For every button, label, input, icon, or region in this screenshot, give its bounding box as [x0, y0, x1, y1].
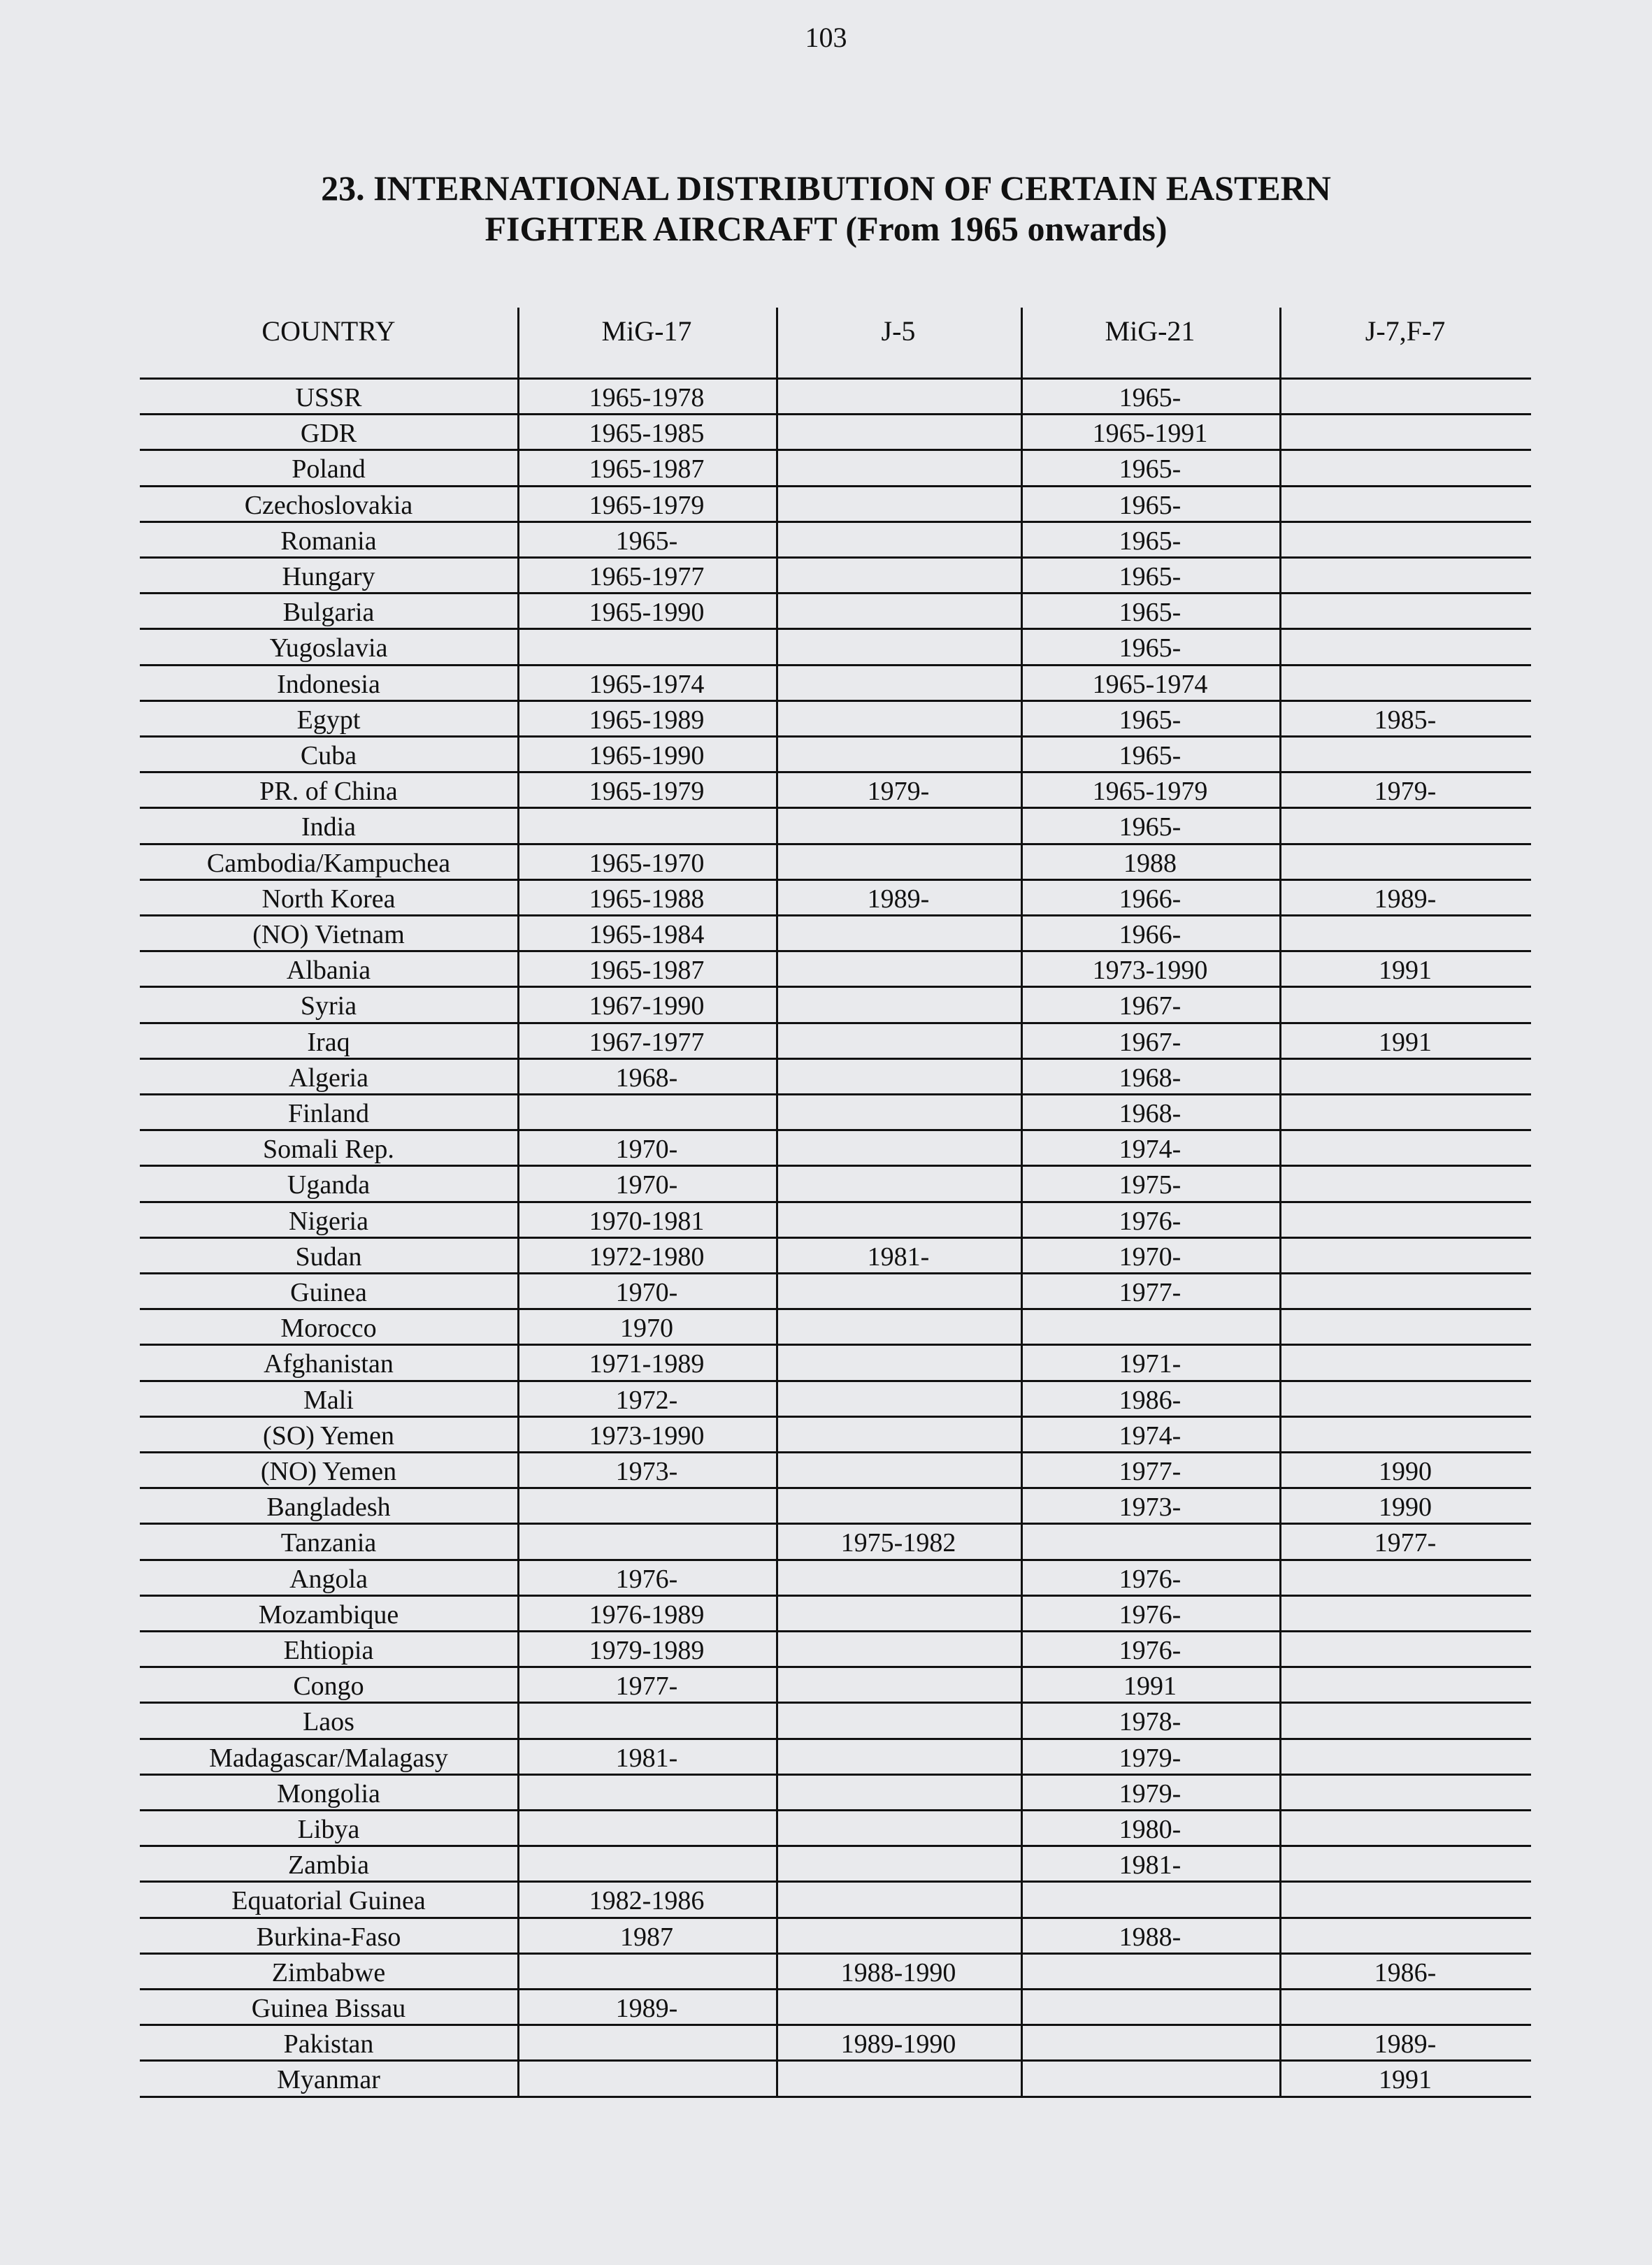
row-rule — [140, 1845, 1531, 1847]
cell-mig21: 1979- — [1119, 1743, 1181, 1773]
table-row — [0, 1848, 1652, 1884]
cell-mig21: 1968- — [1119, 1063, 1181, 1093]
title-line-1: 23. INTERNATIONAL DISTRIBUTION OF CERTAIN EASTERN — [321, 168, 1331, 208]
cell-mig21: 1968- — [1119, 1099, 1181, 1128]
cell-mig17: 1979-1989 — [589, 1636, 705, 1665]
cell-country: Laos — [303, 1707, 354, 1737]
table-row — [0, 1419, 1652, 1455]
row-rule — [140, 413, 1531, 415]
cell-mig17: 1965-1985 — [589, 419, 705, 449]
table-row — [0, 381, 1652, 417]
cell-mig21: 1976- — [1119, 1564, 1181, 1594]
cell-mig21: 1981- — [1119, 1850, 1181, 1881]
cell-mig17: 1989- — [615, 1994, 678, 2023]
cell-mig21: 1991 — [1123, 1671, 1177, 1702]
cell-country: Iraq — [307, 1027, 350, 1057]
row-rule — [140, 1666, 1531, 1668]
cell-mig17: 1965-1988 — [589, 884, 705, 914]
cell-country: Bulgaria — [282, 598, 375, 628]
row-rule — [140, 521, 1531, 523]
cell-country: (NO) Vietnam — [252, 920, 405, 949]
row-rule — [140, 1774, 1531, 1776]
row-rule — [140, 556, 1531, 559]
row-rule — [140, 1630, 1531, 1632]
cell-mig21: 1966- — [1119, 920, 1181, 949]
table-row — [0, 1526, 1652, 1562]
column-rule — [776, 308, 778, 2098]
cell-mig17: 1970- — [615, 1170, 678, 1200]
cell-country: GDR — [300, 419, 357, 449]
table-row — [0, 1205, 1652, 1240]
cell-country: Sudan — [295, 1242, 362, 1272]
cell-mig21: 1976- — [1119, 1636, 1181, 1665]
cell-country: Finland — [287, 1099, 370, 1128]
cell-mig21: 1976- — [1119, 1599, 1181, 1630]
row-rule — [140, 1523, 1531, 1525]
table-row — [0, 1061, 1652, 1097]
cell-country: Congo — [293, 1671, 364, 1702]
cell-j7: 1989- — [1374, 2029, 1437, 2059]
header-mig17: MiG-17 — [601, 315, 692, 347]
row-rule — [140, 449, 1531, 451]
table-row — [0, 1884, 1652, 1920]
cell-j7: 1990 — [1379, 1457, 1432, 1486]
cell-mig21: 1977- — [1119, 1457, 1181, 1486]
cell-j7: 1985- — [1374, 705, 1437, 735]
row-rule — [140, 1129, 1531, 1131]
row-rule — [140, 914, 1531, 916]
cell-country: Mali — [303, 1385, 354, 1415]
cell-country: PR. of China — [259, 777, 398, 807]
row-rule — [140, 1953, 1531, 1955]
cell-country: Angola — [289, 1564, 368, 1594]
table-row — [0, 1777, 1652, 1813]
cell-j7: 1991 — [1379, 1027, 1432, 1057]
cell-mig17: 1973-1990 — [589, 1421, 705, 1451]
cell-country: USSR — [295, 383, 362, 412]
cell-country: Poland — [292, 454, 366, 484]
table-row — [0, 810, 1652, 846]
row-rule — [140, 735, 1531, 738]
row-rule — [140, 1058, 1531, 1060]
cell-country: Pakistan — [283, 2029, 374, 2059]
cell-mig17: 1965-1979 — [589, 490, 705, 520]
table-row — [0, 631, 1652, 667]
table-row — [0, 1347, 1652, 1383]
cell-country: Guinea Bissau — [251, 1994, 406, 2023]
cell-mig17: 1965-1989 — [589, 705, 705, 735]
row-rule — [140, 1917, 1531, 1919]
cell-mig21: 1978- — [1119, 1707, 1181, 1737]
cell-country: North Korea — [261, 884, 396, 914]
cell-country: Yugoslavia — [269, 633, 388, 663]
cell-mig17: 1965-1987 — [589, 956, 705, 986]
cell-mig17: 1965-1970 — [589, 848, 705, 878]
cell-mig21: 1974- — [1119, 1135, 1181, 1165]
table-row — [0, 1669, 1652, 1705]
row-rule — [140, 1881, 1531, 1883]
cell-country: Czechoslovakia — [244, 490, 413, 520]
table-row — [0, 739, 1652, 775]
cell-mig17: 1968- — [615, 1063, 678, 1093]
table-row — [0, 918, 1652, 954]
cell-mig17: 1967-1977 — [589, 1027, 705, 1057]
cell-country: (NO) Yemen — [260, 1457, 397, 1486]
cell-mig17: 1976-1989 — [589, 1599, 705, 1630]
cell-mig21: 1974- — [1119, 1421, 1181, 1451]
cell-mig21: 1988- — [1119, 1922, 1181, 1952]
cell-mig17: 1972- — [615, 1385, 678, 1415]
table-row — [0, 1026, 1652, 1061]
cell-country: (SO) Yemen — [263, 1421, 394, 1451]
cell-country: Hungary — [282, 562, 375, 591]
cell-mig17: 1981- — [615, 1743, 678, 1773]
cell-mig17: 1982-1986 — [589, 1886, 705, 1916]
cell-country: Algeria — [289, 1063, 368, 1093]
table-row — [0, 703, 1652, 739]
cell-mig17: 1970-1981 — [589, 1206, 705, 1236]
cell-mig21: 1965- — [1119, 454, 1181, 484]
header-country: COUNTRY — [261, 315, 396, 347]
cell-mig21: 1979- — [1119, 1778, 1181, 1809]
table-row — [0, 596, 1652, 631]
table-row — [0, 775, 1652, 810]
cell-j5: 1981- — [867, 1242, 930, 1272]
cell-mig17: 1973- — [615, 1457, 678, 1486]
table-row — [0, 1598, 1652, 1634]
cell-country: Morocco — [280, 1314, 377, 1344]
row-rule — [140, 1416, 1531, 1418]
row-rule — [140, 879, 1531, 881]
cell-mig21: 1973- — [1119, 1493, 1181, 1523]
table-row — [0, 1705, 1652, 1741]
row-rule — [140, 2059, 1531, 2062]
row-rule — [140, 628, 1531, 630]
cell-j5: 1979- — [867, 777, 930, 807]
cell-country: Cambodia/Kampuchea — [206, 848, 451, 878]
cell-mig21: 1965- — [1119, 812, 1181, 842]
row-rule — [140, 1272, 1531, 1274]
row-rule — [140, 1165, 1531, 1167]
cell-mig17: 1965-1984 — [589, 920, 705, 949]
row-rule — [140, 1237, 1531, 1239]
table-row — [0, 1562, 1652, 1598]
table-header — [0, 308, 1652, 357]
cell-mig21: 1965-1991 — [1092, 419, 1208, 449]
row-rule — [140, 1559, 1531, 1561]
cell-country: Zambia — [287, 1850, 370, 1881]
table-row — [0, 1383, 1652, 1419]
cell-mig17: 1965-1977 — [589, 562, 705, 591]
table-row — [0, 1168, 1652, 1204]
cell-mig17: 1970- — [615, 1135, 678, 1165]
cell-mig21: 1973-1990 — [1092, 956, 1208, 986]
cell-mig17: 1965-1987 — [589, 454, 705, 484]
row-rule — [140, 771, 1531, 773]
row-rule — [140, 2024, 1531, 2026]
cell-j7: 1979- — [1374, 777, 1437, 807]
page-number: 103 — [805, 22, 847, 53]
table-row — [0, 954, 1652, 989]
cell-country: Tanzania — [280, 1528, 377, 1558]
cell-mig17: 1965-1990 — [589, 741, 705, 770]
table-row — [0, 1920, 1652, 1956]
table-row — [0, 2063, 1652, 2099]
cell-country: Somali Rep. — [263, 1135, 394, 1165]
row-rule — [140, 1809, 1531, 1811]
cell-mig17: 1965-1979 — [589, 777, 705, 807]
cell-j7: 1991 — [1379, 2065, 1432, 2095]
cell-mig21: 1967- — [1119, 991, 1181, 1021]
cell-country: Syria — [300, 991, 357, 1021]
table-row — [0, 1956, 1652, 1992]
table-row — [0, 452, 1652, 488]
cell-j7: 1991 — [1379, 956, 1432, 986]
cell-country: India — [301, 812, 357, 842]
cell-country: Guinea — [290, 1278, 367, 1307]
row-rule — [140, 485, 1531, 487]
cell-country: Ehtiopia — [283, 1636, 374, 1665]
row-rule — [140, 1738, 1531, 1740]
row-rule — [140, 700, 1531, 702]
cell-mig21: 1965- — [1119, 490, 1181, 520]
column-rule — [1021, 308, 1023, 2098]
table-row — [0, 989, 1652, 1025]
cell-mig17: 1977- — [615, 1671, 678, 1702]
table-row — [0, 1490, 1652, 1526]
cell-j5: 1975-1982 — [840, 1528, 956, 1558]
row-rule — [140, 1595, 1531, 1597]
table-row — [0, 560, 1652, 596]
cell-j5: 1988-1990 — [840, 1957, 956, 1987]
cell-country: Indonesia — [277, 669, 380, 699]
cell-country: Burkina-Faso — [256, 1922, 401, 1952]
cell-mig21: 1975- — [1119, 1170, 1181, 1200]
page-title — [0, 168, 1652, 249]
cell-mig21: 1965- — [1119, 383, 1181, 412]
cell-mig17: 1967-1990 — [589, 991, 705, 1021]
cell-mig17: 1972-1980 — [589, 1242, 705, 1272]
cell-country: Mongolia — [277, 1778, 380, 1809]
cell-mig21: 1977- — [1119, 1278, 1181, 1307]
row-rule — [140, 1308, 1531, 1310]
cell-j7: 1989- — [1374, 884, 1437, 914]
column-rule — [1279, 308, 1281, 2098]
cell-country: Afghanistan — [264, 1349, 394, 1379]
cell-mig17: 1965- — [615, 526, 678, 556]
cell-country: Mozambique — [258, 1599, 399, 1630]
row-rule — [140, 986, 1531, 988]
cell-country: Nigeria — [289, 1206, 368, 1236]
table-row — [0, 1741, 1652, 1777]
cell-mig17: 1976- — [615, 1564, 678, 1594]
row-rule — [140, 1344, 1531, 1346]
cell-country: Romania — [280, 526, 377, 556]
row-rule — [140, 664, 1531, 666]
row-rule — [140, 1093, 1531, 1095]
cell-country: Myanmar — [277, 2065, 380, 2095]
cell-mig17: 1987 — [620, 1922, 673, 1952]
header-j7-f7: J-7,F-7 — [1365, 315, 1446, 347]
cell-mig21: 1970- — [1119, 1242, 1181, 1272]
cell-mig17: 1971-1989 — [589, 1349, 705, 1379]
row-rule — [140, 807, 1531, 809]
cell-country: Equatorial Guinea — [231, 1886, 426, 1916]
table-row — [0, 847, 1652, 882]
cell-mig21: 1988 — [1123, 848, 1177, 878]
cell-mig21: 1965- — [1119, 633, 1181, 663]
cell-mig21: 1965- — [1119, 741, 1181, 770]
table-row — [0, 1992, 1652, 2027]
cell-country: Egypt — [296, 705, 361, 735]
cell-mig21: 1965-1979 — [1092, 777, 1208, 807]
cell-mig17: 1965-1974 — [589, 669, 705, 699]
row-rule — [140, 1201, 1531, 1203]
table-row — [0, 1240, 1652, 1276]
cell-mig21: 1971- — [1119, 1349, 1181, 1379]
cell-j5: 1989-1990 — [840, 2029, 956, 2059]
table-row — [0, 2027, 1652, 2063]
title-line-2: FIGHTER AIRCRAFT (From 1965 onwards) — [484, 209, 1168, 248]
cell-mig21: 1976- — [1119, 1206, 1181, 1236]
cell-mig17: 1970 — [620, 1314, 673, 1344]
table-row — [0, 1813, 1652, 1848]
table-row — [0, 1455, 1652, 1490]
header-mig21: MiG-21 — [1105, 315, 1195, 347]
cell-country: Madagascar/Malagasy — [209, 1743, 448, 1773]
cell-mig21: 1965- — [1119, 598, 1181, 628]
row-rule — [140, 592, 1531, 594]
table-row — [0, 1276, 1652, 1311]
cell-j7: 1986- — [1374, 1957, 1437, 1987]
cell-j7: 1990 — [1379, 1493, 1432, 1523]
cell-country: Cuba — [300, 741, 357, 770]
cell-j7: 1977- — [1374, 1528, 1437, 1558]
row-rule — [140, 1451, 1531, 1453]
cell-country: Uganda — [287, 1170, 371, 1200]
cell-mig21: 1965-1974 — [1092, 669, 1208, 699]
cell-mig21: 1965- — [1119, 526, 1181, 556]
table-row — [0, 524, 1652, 560]
cell-mig17: 1965-1990 — [589, 598, 705, 628]
row-rule — [140, 1988, 1531, 1990]
table-row — [0, 1097, 1652, 1132]
cell-mig21: 1986- — [1119, 1385, 1181, 1415]
cell-mig21: 1980- — [1119, 1815, 1181, 1844]
row-rule — [140, 1380, 1531, 1382]
row-rule — [140, 950, 1531, 952]
table-row — [0, 1132, 1652, 1168]
table-row — [0, 882, 1652, 918]
row-rule — [140, 378, 1531, 380]
table-row — [0, 489, 1652, 524]
cell-mig21: 1967- — [1119, 1027, 1181, 1057]
row-rule — [140, 2096, 1531, 2098]
cell-mig21: 1965- — [1119, 705, 1181, 735]
cell-country: Albania — [286, 956, 371, 986]
row-rule — [140, 1702, 1531, 1704]
row-rule — [140, 1487, 1531, 1489]
cell-mig17: 1965-1978 — [589, 383, 705, 412]
table-row — [0, 1311, 1652, 1347]
cell-mig17: 1970- — [615, 1278, 678, 1307]
cell-country: Libya — [297, 1815, 360, 1844]
cell-country: Bangladesh — [266, 1493, 391, 1523]
cell-country: Zimbabwe — [271, 1957, 386, 1987]
cell-mig21: 1966- — [1119, 884, 1181, 914]
table-row — [0, 417, 1652, 452]
cell-j5: 1989- — [867, 884, 930, 914]
column-rule — [517, 308, 519, 2098]
table-row — [0, 1634, 1652, 1669]
row-rule — [140, 843, 1531, 845]
header-j5: J-5 — [881, 315, 916, 347]
table-row — [0, 668, 1652, 703]
row-rule — [140, 1022, 1531, 1024]
cell-mig21: 1965- — [1119, 562, 1181, 591]
